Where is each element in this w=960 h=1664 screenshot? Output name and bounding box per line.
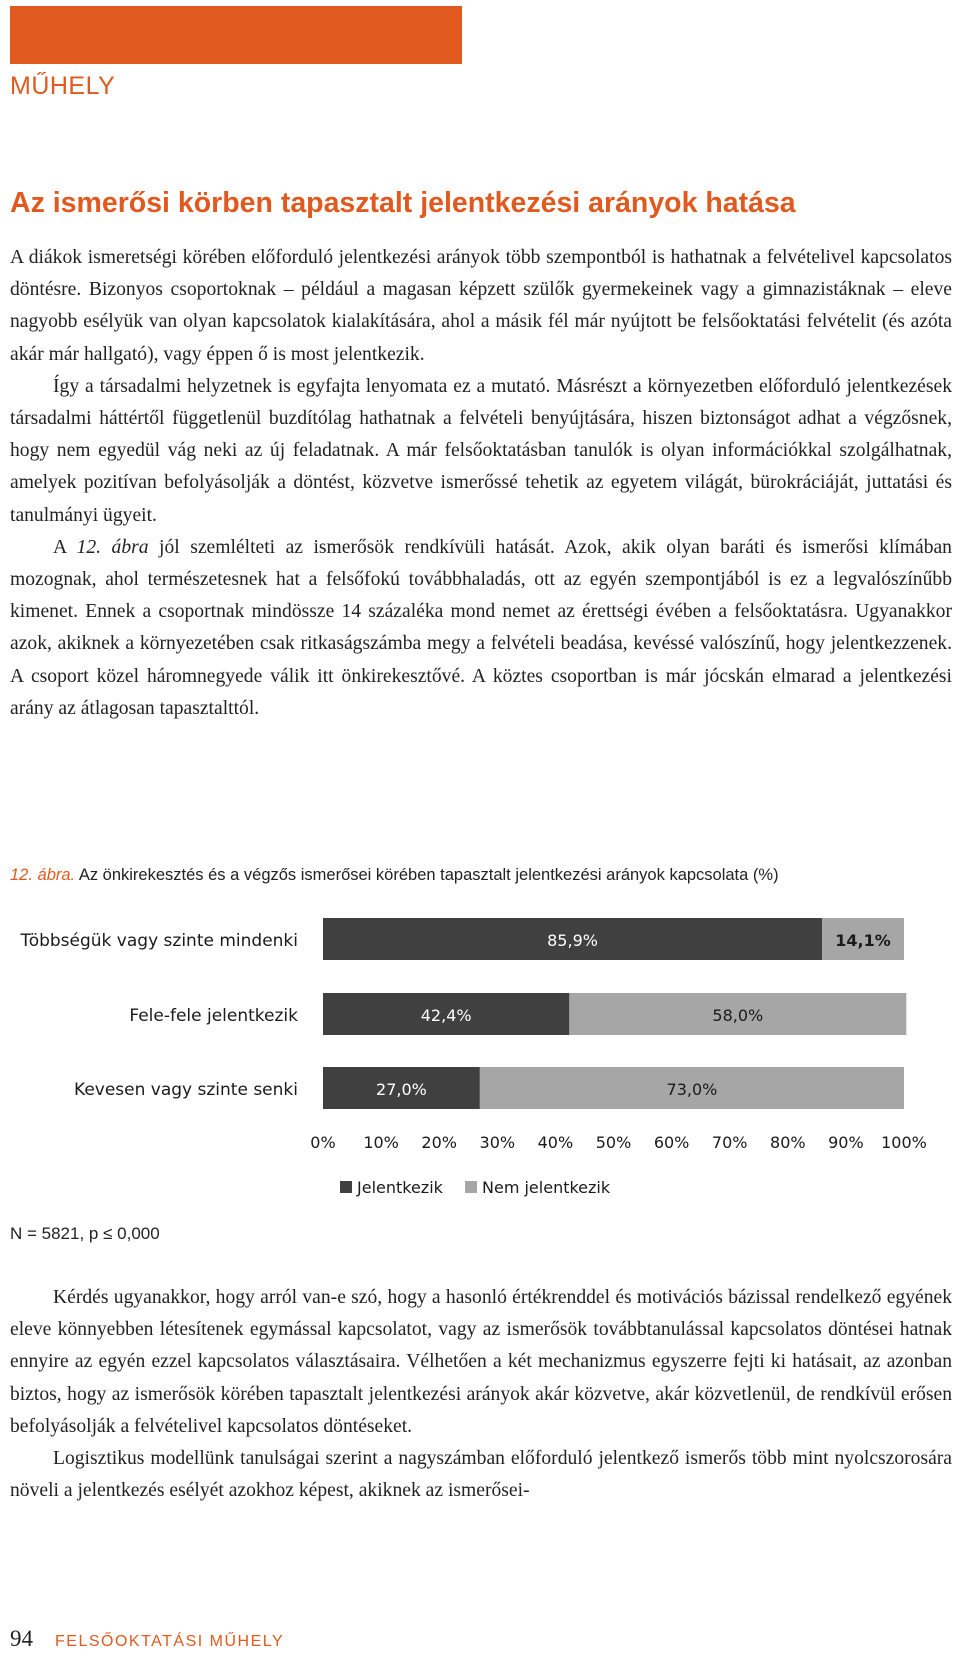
section-heading: Az ismerősi körben tapasztalt jelentkezési arányok hatása [10, 187, 796, 219]
x-tick-label: 40% [537, 1133, 574, 1152]
x-tick-label: 100% [881, 1133, 927, 1152]
section-label: MŰHELY [10, 72, 116, 100]
x-tick-label: 20% [421, 1133, 457, 1152]
data-label: 58,0% [712, 1006, 764, 1025]
category-label: Kevesen vagy szinte senki [74, 1080, 298, 1100]
header-color-band [10, 6, 462, 64]
paragraph-3-prefix: A [53, 536, 77, 558]
x-tick-label: 60% [653, 1133, 690, 1152]
paragraph-1: A diákok ismeretségi körében előforduló jelentkezési arányok több szempontból is hathatnak a felvételivel kapcsolatos döntésre. Bizonyos csoportoknak – például a magasan képzett szülők gyermekeinek vagy a gimnazistáknak – eleve nagyobb esélyük van olyan kapcsolatok kialakítására, ahol a másik fél már nyújtott be felsőoktatási felvételit (és azóta akár már hallgató), vagy éppen ő is most jelentkezik. [10, 247, 952, 365]
category-label: Többségük vagy szinte mindenki [20, 931, 298, 951]
data-label: 27,0% [376, 1080, 427, 1099]
data-label: 42,4% [420, 1006, 472, 1025]
legend-label: Jelentkezik [357, 1178, 443, 1197]
x-tick-label: 0% [310, 1133, 336, 1152]
figure-title: Az önkirekesztés és a végzős ismerősei körében tapasztalt jelentkezési arányok kapcsolata (%) [75, 866, 779, 884]
data-label: 73,0% [666, 1080, 718, 1099]
body-text-top [10, 242, 952, 725]
legend-label: Nem jelentkezik [482, 1178, 611, 1197]
x-tick-label: 80% [770, 1133, 806, 1152]
legend-swatch-nem-jelentkezik [465, 1181, 477, 1193]
figure-caption [10, 866, 779, 885]
x-tick-label: 10% [363, 1133, 399, 1152]
figure-reference: 12. ábra [76, 536, 149, 558]
paragraph-4: Kérdés ugyanakkor, hogy arról van-e szó, hogy a hasonló értékrenddel és motivációs bázissal rendelkező egyének eleve könnyebben létesítenek egymással kapcsolatot, vagy az ismerősök továbbtanulással kapcsolatos döntései hatnak ennyire az egyén ezzel kapcsolatos választásaira. Vélhetően a két mechanizmus egyszerre fejti ki hatásait, az azonban biztos, hogy az ismerősök körében tapasztalt jelentkezési arányok akár közvetve, akár közvetlenül, de rendkívül erősen befolyásolják a felvételivel kapcsolatos döntéseket. [10, 1287, 952, 1437]
paragraph-3 [10, 532, 952, 725]
sample-note: N = 5821, p ≤ 0,000 [10, 1224, 160, 1243]
paragraph-3-text: jól szemlélteti az ismerősök rendkívüli hatását. Azok, akik olyan baráti és ismerősi klímában mozognak, ahol természetesnek hat a felsőfokú továbbhaladás, ott az egyén szempontjából is ez a legvalószínűbb kimenet. Ennek a csoportnak mindössze 14 százaléka mond nemet az érettségi évében a felsőoktatásra. Ugyanakkor azok, akiknek a környezetében csak ritkaságszámba megy a felvételi beadása, kevéssé valószínű, hogy jelentkezzenek. A csoport közel háromnegyede válik itt önkirekesztővé. A köztes csoportban is már jócskán elmarad a jelentkezési arány az átlagosan tapasztalttól. [10, 536, 952, 719]
data-label: 14,1% [835, 931, 891, 950]
page-number: 94 [10, 1626, 33, 1651]
x-tick-label: 90% [828, 1133, 864, 1152]
data-label: 85,9% [547, 931, 598, 950]
paragraph-5: Logisztikus modellünk tanulságai szerint a nagyszámban előforduló jelentkező ismerős több mint nyolcszorosára növeli a jelentkezés esélyét azokhoz képest, akiknek az ismerősei- [10, 1448, 952, 1502]
x-tick-label: 30% [479, 1133, 516, 1152]
x-tick-label: 50% [595, 1133, 632, 1152]
journal-name: FELSŐOKTATÁSI MŰHELY [55, 1633, 285, 1650]
page-footer [10, 1626, 284, 1652]
x-tick-label: 70% [711, 1133, 748, 1152]
category-label: Fele-fele jelentkezik [129, 1006, 298, 1026]
paragraph-2: Így a társadalmi helyzetnek is egyfajta lenyomata ez a mutató. Másrészt a környezetben előforduló jelentkezések társadalmi háttértől függetlenül buzdítólag hathatnak a felvételi benyújtására, hiszen biztonságot adhat a végzősnek, hogy nem egyedül vág neki az új feladatnak. A már felsőoktatásban tanulók is olyan információkkal szolgálhatnak, amelyek pozitívan befolyásolják a döntést, közvetve ismerőssé tehetik az egyetem világát, bürokráciáját, juttatási és tanulmányi ügyeit. [10, 375, 952, 526]
stacked-bar-chart [0, 895, 960, 1225]
body-text-bottom [10, 1282, 952, 1507]
figure-label: 12. ábra. [10, 866, 76, 884]
legend-swatch-jelentkezik [340, 1181, 352, 1193]
